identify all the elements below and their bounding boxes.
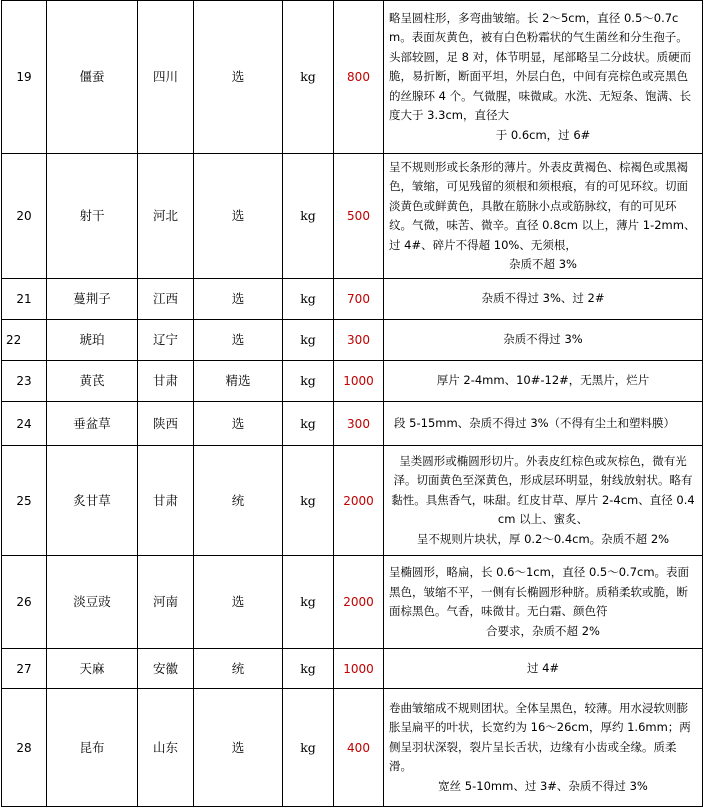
row-number: 23	[2, 361, 47, 402]
quality-requirements	[384, 154, 703, 279]
quality-requirements: 杂质不得过 3%	[384, 320, 703, 361]
herb-name: 黄芪	[47, 361, 138, 402]
quality-text-last-line: 杂质不超 3%	[509, 257, 577, 271]
origin: 甘肃	[138, 446, 194, 556]
origin: 甘肃	[138, 361, 194, 402]
quantity: 300	[334, 320, 384, 361]
origin: 安徽	[138, 649, 194, 689]
row-number: 22	[2, 320, 47, 361]
row-number: 27	[2, 649, 47, 689]
origin: 辽宁	[138, 320, 194, 361]
quality-text: 呈类圆形或椭圆形切片。外表皮红棕色或灰棕色，微有光泽。切面黄色至深黄色，形成层环明显，射线放射状。略有黏性。具焦香气，味甜。红皮甘草、厚片 2-4cm、直径 0.4cm 以上、蜜炙、	[391, 453, 695, 527]
quality-text: 呈椭圆形，略扁，长 0.6～1cm，直径 0.5～0.7cm。表面黑色，皱缩不平，一侧有长椭圆形种脐。质稍柔软或脆，断面棕黑色。气香，味微甘。无白霜、颜色符	[389, 565, 690, 618]
unit: kg	[283, 649, 334, 689]
quantity: 700	[334, 279, 384, 320]
origin: 陕西	[138, 402, 194, 446]
herb-name: 射干	[47, 154, 138, 279]
origin: 山东	[138, 689, 194, 807]
quality-text: 卷曲皱缩成不规则团状。全体呈黑色，较薄。用水浸软则膨胀呈扁平的叶状，长宽约为 16～26cm，厚约 1.6mm；两侧呈羽状深裂，裂片呈长舌状，边缘有小齿或全缘。质柔滑。	[389, 700, 691, 774]
grade: 统	[194, 649, 283, 689]
herb-name: 蔓荆子	[47, 279, 138, 320]
quantity: 500	[334, 154, 384, 279]
quality-requirements: 过 4#	[384, 649, 703, 689]
table-row	[2, 446, 703, 556]
quantity: 400	[334, 689, 384, 807]
row-number: 21	[2, 279, 47, 320]
quality-text-last-line: 合要求，杂质不超 2%	[486, 623, 600, 638]
row-number: 28	[2, 689, 47, 807]
quality-text: 呈不规则形或长条形的薄片。外表皮黄褐色、棕褐色或黑褐色，皱缩，可见残留的须根和须根痕，有的可见环纹。切面淡黄色或鲜黄色，具散在筋脉小点或筋脉纹，有的可见环纹。气微，味苦、微辛。直径 0.8cm 以上，薄片 1-2mm、过 4#、碎片不得超 10%、无须根，	[389, 159, 696, 252]
table-row	[2, 320, 703, 361]
quantity: 1000	[334, 649, 384, 689]
grade: 统	[194, 446, 283, 556]
unit: kg	[283, 556, 334, 649]
quality-text-last-line: 宽丝 5-10mm、过 3#、杂质不得过 3%	[438, 778, 648, 793]
row-number: 25	[2, 446, 47, 556]
grade: 选	[194, 154, 283, 279]
unit: kg	[283, 361, 334, 402]
row-number: 26	[2, 556, 47, 649]
quality-requirements	[384, 556, 703, 649]
quantity: 2000	[334, 446, 384, 556]
quality-requirements: 杂质不得过 3%、过 2#	[384, 279, 703, 320]
table-row	[2, 402, 703, 446]
herb-name: 垂盆草	[47, 402, 138, 446]
herb-name: 琥珀	[47, 320, 138, 361]
quality-text: 略呈圆柱形，多弯曲皱缩。长 2～5cm，直径 0.5～0.7cm。表面灰黄色，被有白色粉霜状的气生菌丝和分生孢子。头部较圆，足 8 对，体节明显，尾部略呈二分歧状。质硬而脆，易折断，断面平坦，外层白色，中间有亮棕色或亮黑色的丝腺环 4 个。气微腥，味微咸。水洗、无短条、饱满、长度大于 3.3cm，直径大	[389, 10, 692, 123]
grade: 选	[194, 1, 283, 154]
table-row	[2, 689, 703, 807]
herb-name: 僵蚕	[47, 1, 138, 154]
herb-name: 天麻	[47, 649, 138, 689]
row-number: 20	[2, 154, 47, 279]
quantity: 800	[334, 1, 384, 154]
herb-name: 淡豆豉	[47, 556, 138, 649]
unit: kg	[283, 689, 334, 807]
quality-text-last-line: 于 0.6cm，过 6#	[495, 127, 591, 142]
grade: 选	[194, 556, 283, 649]
origin: 河南	[138, 556, 194, 649]
grade: 选	[194, 320, 283, 361]
quality-requirements: 段 5-15mm、杂质不得过 3%（不得有尘土和塑料膜）	[384, 402, 703, 446]
quality-requirements	[384, 689, 703, 807]
origin: 四川	[138, 1, 194, 154]
row-number: 19	[2, 1, 47, 154]
grade: 选	[194, 689, 283, 807]
unit: kg	[283, 402, 334, 446]
specification-table	[1, 0, 703, 807]
row-number: 24	[2, 402, 47, 446]
herb-name: 昆布	[47, 689, 138, 807]
quality-requirements: 厚片 2-4mm、10#-12#，无黑片，烂片	[384, 361, 703, 402]
table-row	[2, 361, 703, 402]
quality-text-last-line: 呈不规则片块状，厚 0.2～0.4cm。杂质不超 2%	[416, 531, 670, 546]
quantity: 2000	[334, 556, 384, 649]
table-row	[2, 649, 703, 689]
unit: kg	[283, 446, 334, 556]
table-row	[2, 556, 703, 649]
herb-name: 炙甘草	[47, 446, 138, 556]
quantity: 1000	[334, 361, 384, 402]
quality-requirements	[384, 446, 703, 556]
grade: 精选	[194, 361, 283, 402]
unit: kg	[283, 1, 334, 154]
origin: 河北	[138, 154, 194, 279]
table-row	[2, 279, 703, 320]
unit: kg	[283, 154, 334, 279]
grade: 选	[194, 279, 283, 320]
unit: kg	[283, 279, 334, 320]
table-row	[2, 1, 703, 154]
quantity: 300	[334, 402, 384, 446]
grade: 选	[194, 402, 283, 446]
table-row	[2, 154, 703, 279]
unit: kg	[283, 320, 334, 361]
quality-requirements	[384, 1, 703, 154]
origin: 江西	[138, 279, 194, 320]
